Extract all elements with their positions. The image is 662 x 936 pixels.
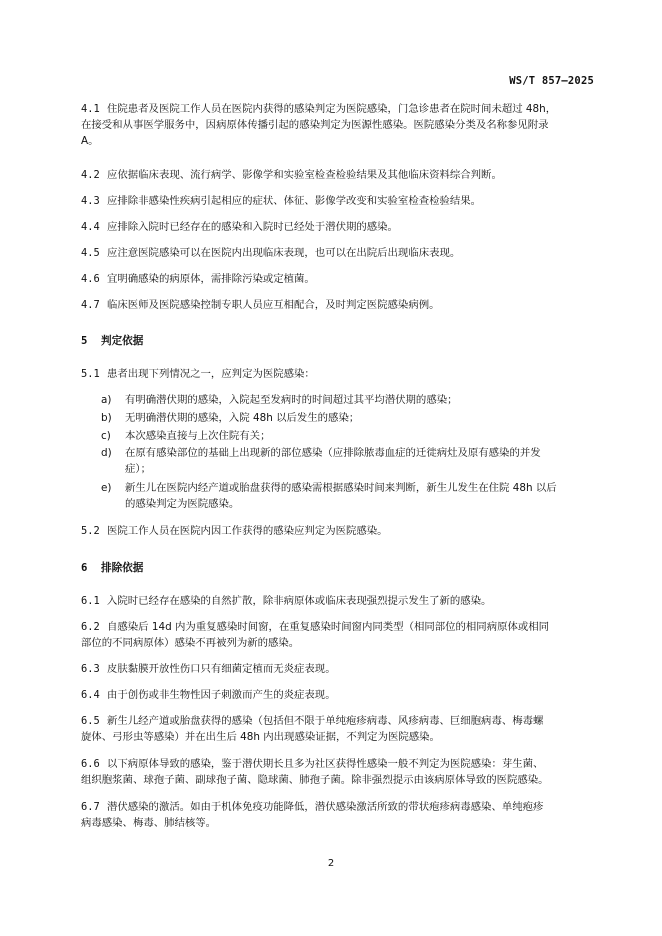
section-heading-6 (81, 560, 143, 575)
page-number: 2 (327, 858, 335, 869)
list-line: 有明确潜伏期的感染，入院起至发病时的时间超过其平均潜伏期的感染； (125, 394, 458, 406)
clause-line: 宜明确感染的病原体，需排除污染或定植菌。 (107, 273, 315, 285)
clause-6-6 (81, 756, 601, 788)
clause-number: 4.6 (81, 273, 100, 285)
clause-line: 在接受和从事医学服务中，因病原体传播引起的感染判定为医源性感染。医院感染分类及名称参见附录 (81, 119, 549, 131)
clause-line: 临床医师及医院感染控制专职人员应互相配合，及时判定医院感染病例。 (107, 299, 440, 311)
section-number: 6 (81, 562, 88, 574)
section-number: 5 (81, 335, 88, 347)
clause-4-4 (81, 219, 601, 235)
clause-5-1 (81, 366, 601, 382)
clause-line: 潜伏感染的激活。如由于机体免疫功能降低，潜伏感染激活所致的带状疱疹病毒感染、单纯疱疹 (107, 801, 544, 813)
clause-line: 部位的不同病原体）感染不再被列为新的感染。 (81, 637, 300, 649)
clause-4-3 (81, 193, 601, 209)
list-line: 无明确潜伏期的感染，入院 48h 以后发生的感染； (125, 412, 360, 424)
section-heading-5 (81, 333, 143, 348)
list-item-b (101, 410, 601, 426)
standard-code: WS/T 857—2025 (509, 75, 594, 87)
clause-line: 组织胞浆菌、球孢子菌、副球孢子菌、隐球菌、肺孢子菌。除非强烈提示由该病原体导致的医院感染。 (81, 774, 549, 786)
clause-line: 入院时已经存在感染的自然扩散，除非病原体或临床表现强烈提示发生了新的感染。 (107, 595, 492, 607)
clause-6-5 (81, 713, 601, 745)
clause-line: 皮肤黏膜开放性伤口只有细菌定植而无炎症表现。 (107, 663, 336, 675)
clause-number: 6.3 (81, 663, 100, 675)
clause-4-5 (81, 245, 601, 261)
clause-number: 4.4 (81, 221, 100, 233)
clause-line: 病毒感染、梅毒、肺结核等。 (81, 817, 217, 829)
clause-6-7 (81, 799, 601, 831)
list-line: 本次感染直接与上次住院有关； (125, 430, 271, 442)
clause-number: 6.4 (81, 689, 100, 701)
clause-line: 应排除非感染性疾病引起相应的症状、体征、影像学改变和实验室检查检验结果。 (107, 195, 482, 207)
list-line: 的感染判定为医院感染。 (125, 498, 240, 510)
list-label: b) (101, 412, 112, 424)
clause-5-2 (81, 523, 601, 539)
clause-number: 5.2 (81, 525, 100, 537)
clause-line: 住院患者及医院工作人员在医院内获得的感染判定为医院感染，门急诊患者在院时间未超过 48h， (107, 103, 557, 115)
clause-4-7 (81, 297, 601, 313)
clause-number: 6.6 (81, 758, 100, 770)
clause-number: 6.2 (81, 621, 100, 633)
list-line: 新生儿在医院内经产道或胎盘获得的感染需根据感染时间来判断，新生儿发生在住院 48h 以后 (125, 482, 557, 494)
list-label: c) (101, 430, 111, 442)
clause-number: 4.3 (81, 195, 100, 207)
list-label: a) (101, 394, 112, 406)
clause-number: 6.1 (81, 595, 100, 607)
clause-number: 6.5 (81, 715, 100, 727)
list-label: d) (101, 447, 112, 459)
clause-6-3 (81, 661, 601, 677)
clause-line: 由于创伤或非生物性因子刺激而产生的炎症表现。 (107, 689, 336, 701)
clause-text: 患者出现下列情况之一，应判定为医院感染： (107, 368, 315, 380)
clause-line: 旋体、弓形虫等感染）并在出生后 48h 内出现感染证据，不判定为医院感染。 (81, 731, 440, 743)
clause-number: 4.1 (81, 103, 100, 115)
clause-6-4 (81, 687, 601, 703)
clause-text: 医院工作人员在医院内因工作获得的感染应判定为医院感染。 (107, 525, 388, 537)
section-title: 判定依据 (101, 335, 144, 347)
clause-line: 自感染后 14d 内为重复感染时间窗，在重复感染时间窗内同类型（相同部位的相同病原体或相同 (107, 621, 550, 633)
clause-4-2 (81, 167, 601, 183)
clause-number: 5.1 (81, 368, 100, 380)
clause-line: 应注意医院感染可以在医院内出现临床表现，也可以在出院后出现临床表现。 (107, 247, 461, 259)
list-line: 在原有感染部位的基础上出现新的部位感染（应排除脓毒血症的迁徙病灶及原有感染的并发 (125, 447, 541, 459)
clause-line: A。 (81, 135, 99, 147)
clause-6-2 (81, 619, 601, 651)
clause-number: 4.7 (81, 299, 100, 311)
clause-number: 6.7 (81, 801, 100, 813)
list-line: 症）； (125, 463, 151, 475)
clause-6-1 (81, 593, 601, 609)
list-item-d (101, 445, 601, 477)
clause-line: 以下病原体导致的感染，鉴于潜伏期长且多为社区获得性感染一般不判定为医院感染：芽生菌、 (107, 758, 544, 770)
clause-line: 新生儿经产道或胎盘获得的感染（包括但不限于单纯疱疹病毒、风疹病毒、巨细胞病毒、梅毒螺 (107, 715, 544, 727)
clause-line: 应排除入院时已经存在的感染和入院时已经处于潜伏期的感染。 (107, 221, 398, 233)
clause-4-6 (81, 271, 601, 287)
section-title: 排除依据 (101, 562, 144, 574)
list-item-c (101, 428, 601, 444)
clause-number: 4.2 (81, 169, 100, 181)
clause-line: 应依据临床表现、流行病学、影像学和实验室检查检验结果及其他临床资料综合判断。 (107, 169, 502, 181)
list-item-a (101, 392, 601, 408)
list-item-e (101, 480, 601, 512)
clause-number: 4.5 (81, 247, 100, 259)
list-label: e) (101, 482, 112, 494)
clause-4-1 (81, 101, 601, 149)
